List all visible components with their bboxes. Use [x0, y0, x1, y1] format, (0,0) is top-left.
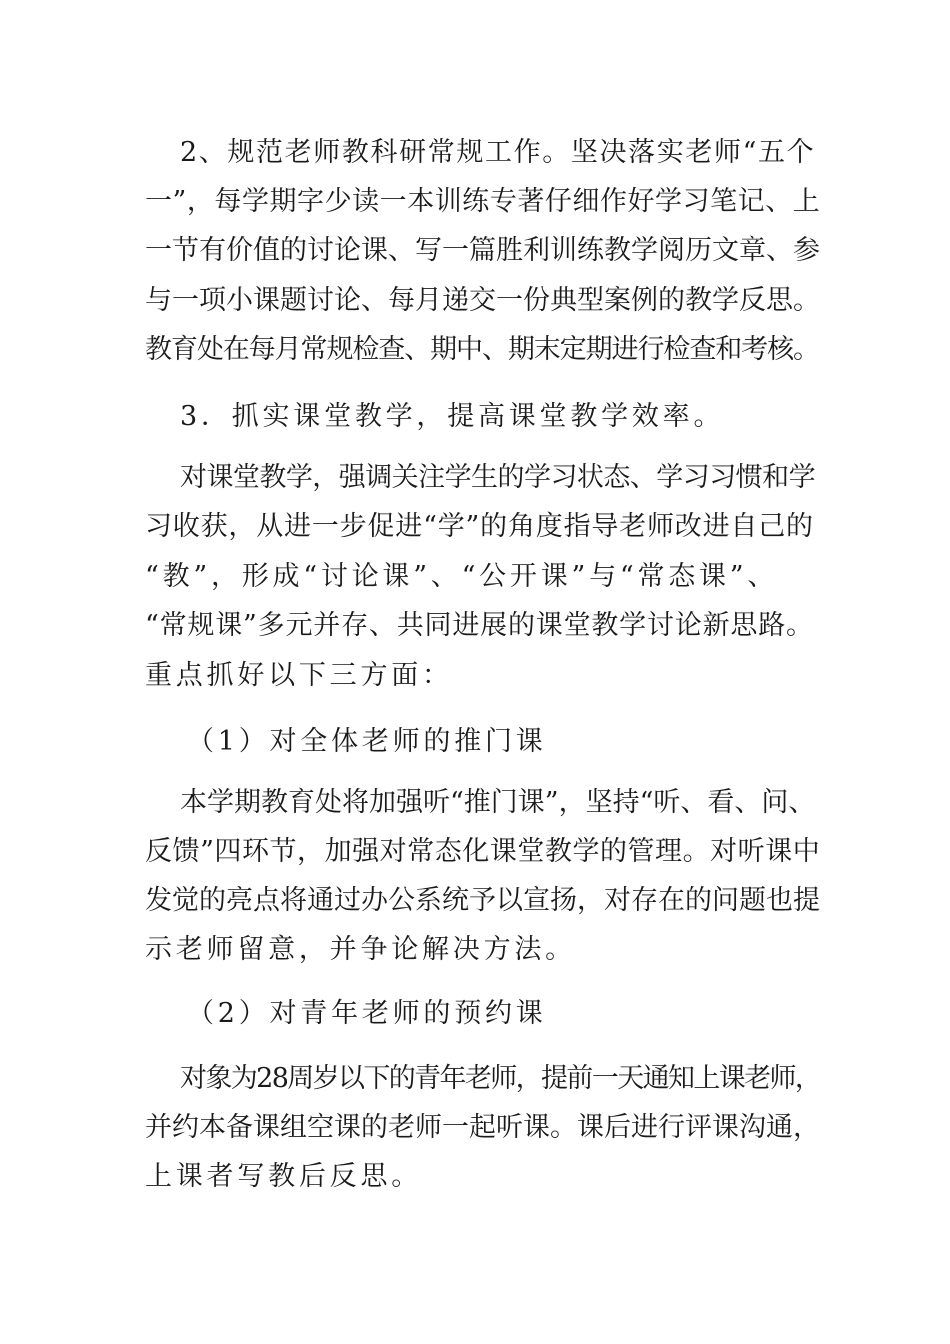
paragraph-line: 本学期教育处将加强听“推门课”，坚持“听、看、问、: [180, 787, 816, 818]
paragraph-line: 重点抓好以下三方面：: [145, 660, 453, 691]
paragraph-line: 一”，每学期字少读一本训练专著仔细作好学习笔记、上: [145, 186, 821, 217]
paragraph-line: 示老师留意，并争论解决方法。: [145, 934, 576, 965]
paragraph-line: 发觉的亮点将通过办公系统予以宣扬，对存在的问题也提: [145, 885, 820, 916]
paragraph-line: 反馈”四环节，加强对常态化课堂教学的管理。对听课中: [145, 836, 821, 867]
section-heading: 3．抓实课堂教学，提高课堂教学效率。: [180, 401, 725, 432]
paragraph-line: 对课堂教学，强调关注学生的学习状态、学习习惯和学: [180, 462, 816, 493]
paragraph-line: 与一项小课题讨论、每月递交一份典型案例的教学反思。: [145, 285, 820, 316]
paragraph-line: 一节有价值的讨论课、写一篇胜利训练教学阅历文章、参: [145, 235, 820, 266]
paragraph-line: 教育处在每月常规检查、期中、期末定期进行检查和考核。: [145, 334, 819, 365]
paragraph-line: “教”，形成“讨论课”、“公开课”与“常态课”、: [145, 561, 779, 592]
paragraph-line: 对象为28周岁以下的青年老师，提前一天通知上课老师，: [180, 1063, 821, 1094]
paragraph-line: 2、规范老师教科研常规工作。坚决落实老师“五个: [180, 137, 816, 168]
paragraph-line: 并约本备课组空课的老师一起听课。课后进行评课沟通，: [145, 1112, 820, 1143]
paragraph-line: 上课者写教后反思。: [145, 1161, 423, 1192]
paragraph-line: “常规课”多元并存、共同进展的课堂教学讨论新思路。: [145, 610, 814, 641]
subsection-heading: （1）对全体老师的推门课: [187, 726, 547, 757]
paragraph-line: 习收获，从进一步促进“学”的角度指导老师改进自己的: [145, 511, 814, 542]
subsection-heading: （2）对青年老师的预约课: [187, 998, 547, 1029]
